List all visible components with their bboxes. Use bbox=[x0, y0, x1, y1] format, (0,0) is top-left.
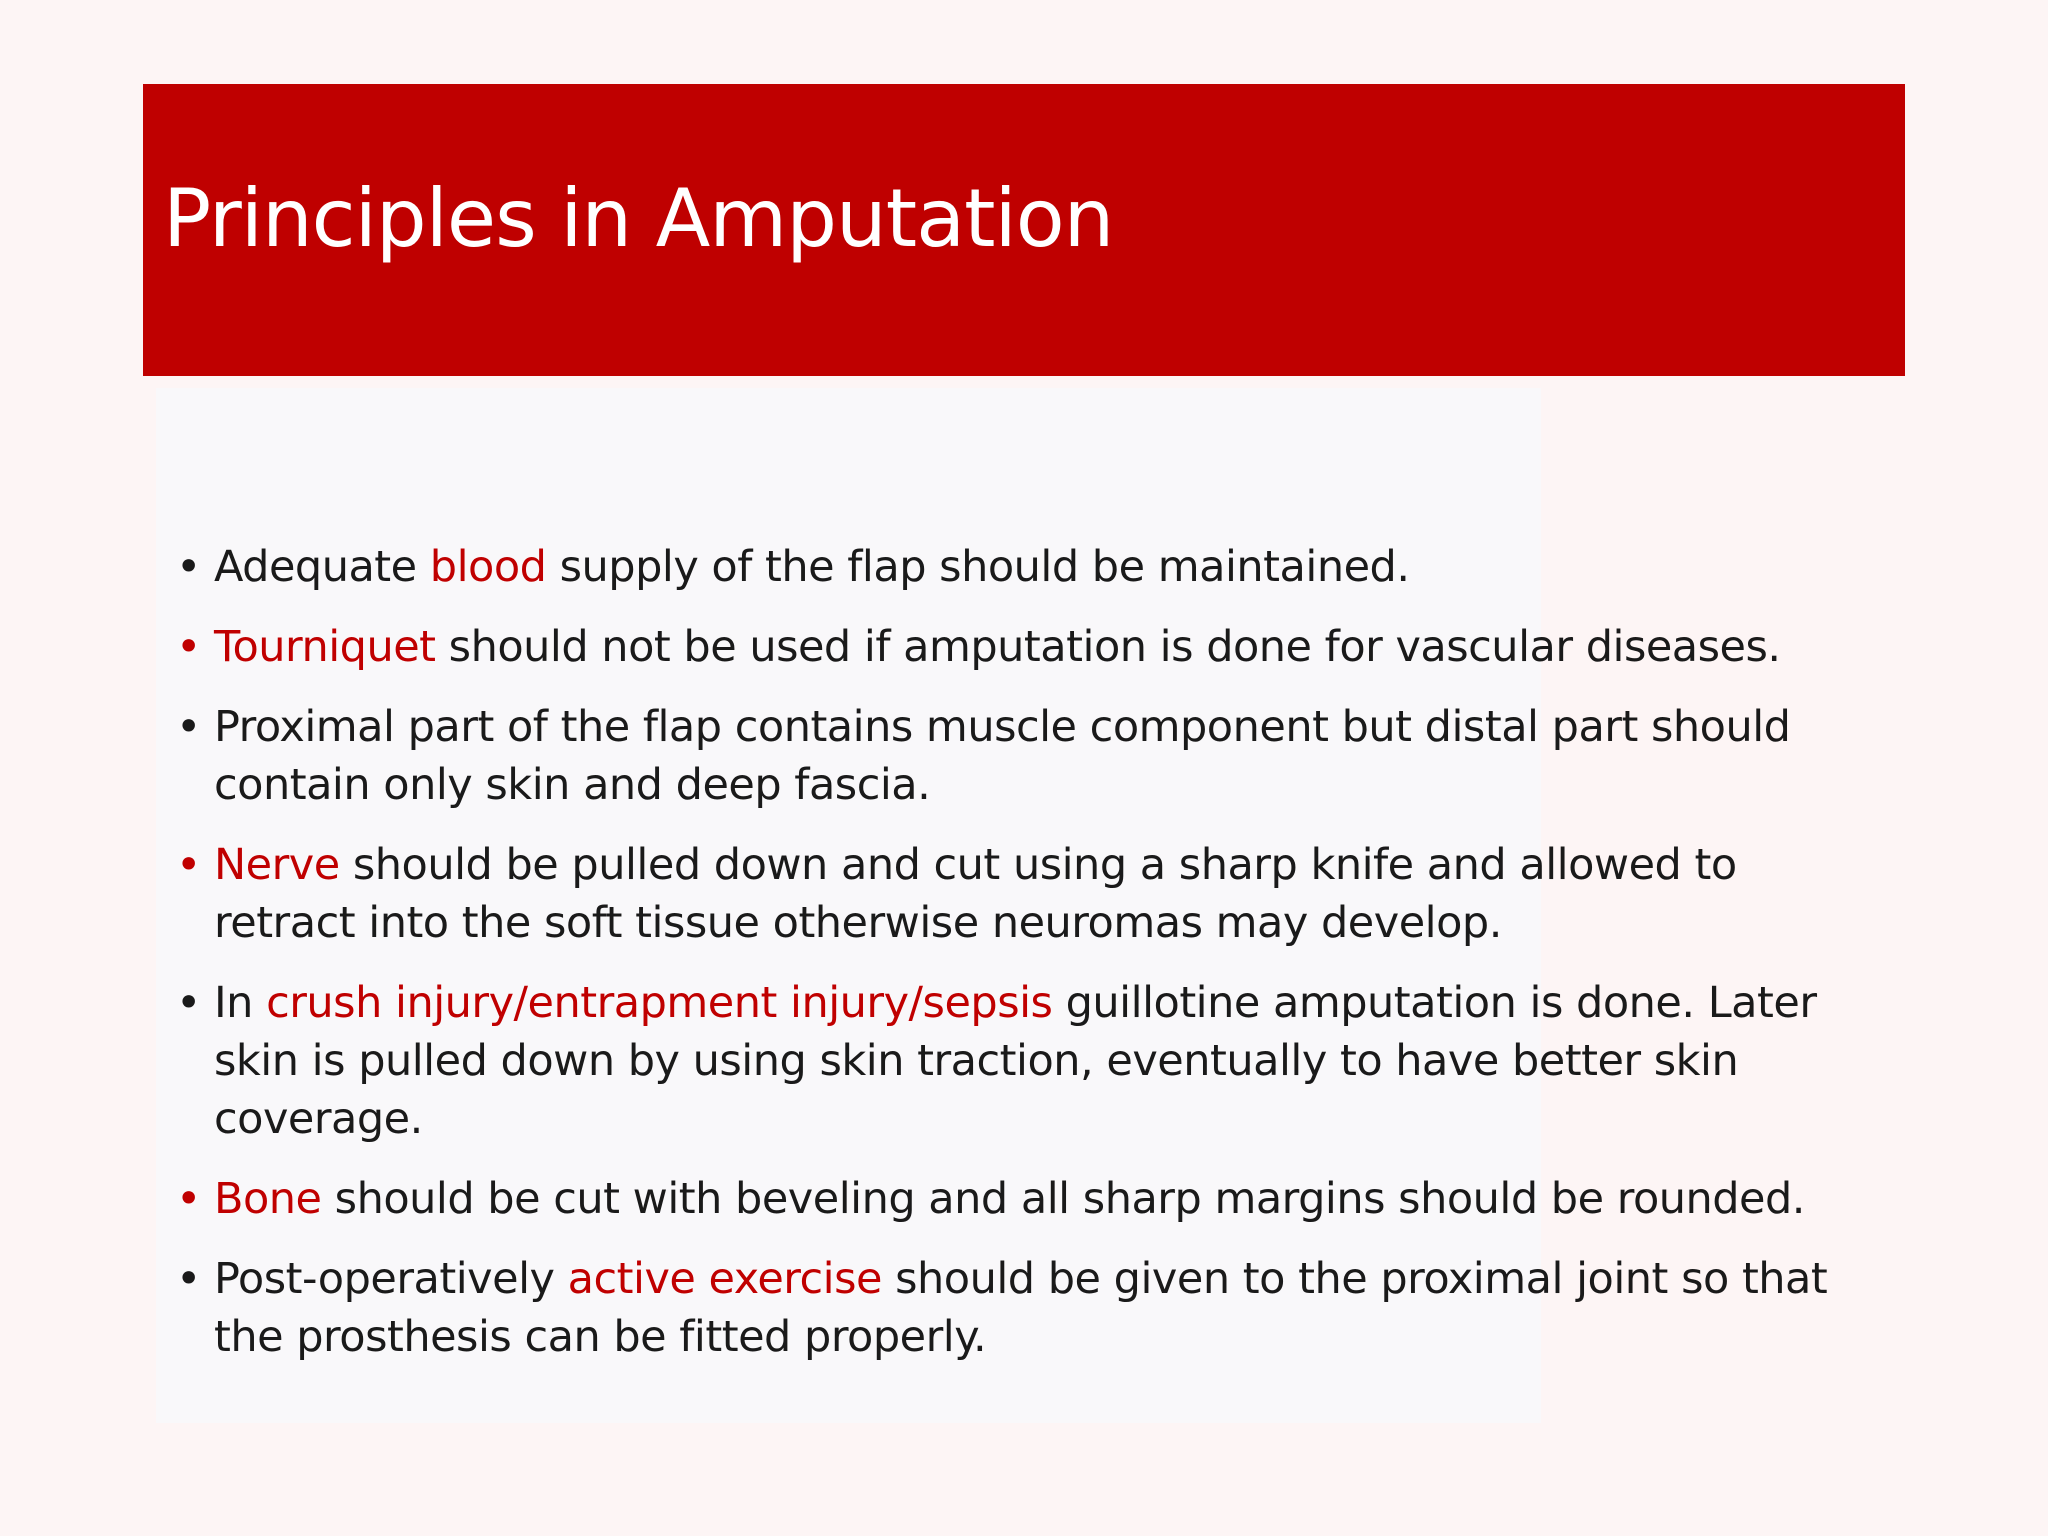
bullet-item bbox=[176, 538, 1876, 596]
title-bar bbox=[143, 84, 1905, 376]
bullet-marker: • bbox=[176, 622, 201, 672]
bullet-marker: • bbox=[176, 1254, 201, 1304]
bullet-item bbox=[176, 618, 1876, 676]
highlighted-term: Bone bbox=[214, 1174, 322, 1224]
bullet-list bbox=[176, 538, 1876, 1388]
highlighted-term: Tourniquet bbox=[214, 622, 436, 672]
highlighted-term: active exercise bbox=[567, 1254, 882, 1304]
bullet-text: guillotine amputation is done. Later skin is pulled down by using skin traction, eventually to have better skin coverage. bbox=[214, 978, 1817, 1144]
slide-title: Principles in Amputation bbox=[163, 172, 1114, 265]
bullet-marker: • bbox=[176, 702, 201, 752]
bullet-marker: • bbox=[176, 978, 201, 1028]
bullet-item bbox=[176, 974, 1876, 1148]
bullet-marker: • bbox=[176, 840, 201, 890]
bullet-item bbox=[176, 1250, 1876, 1366]
bullet-text: supply of the flap should be maintained. bbox=[546, 542, 1410, 592]
bullet-text: In bbox=[214, 978, 267, 1028]
bullet-text: should be given to the proximal joint so that the prosthesis can be fitted properly. bbox=[214, 1254, 1828, 1362]
bullet-item bbox=[176, 836, 1876, 952]
bullet-marker: • bbox=[176, 542, 201, 592]
bullet-text: should not be used if amputation is done for vascular diseases. bbox=[435, 622, 1781, 672]
bullet-text: Proximal part of the flap contains muscle component but distal part should contain only skin and deep fascia. bbox=[214, 702, 1791, 810]
highlighted-term: blood bbox=[429, 542, 547, 592]
bullet-text: Post-operatively bbox=[214, 1254, 568, 1304]
bullet-text: should be cut with beveling and all sharp margins should be rounded. bbox=[321, 1174, 1805, 1224]
bullet-text: should be pulled down and cut using a sharp knife and allowed to retract into the soft tissue otherwise neuromas may develop. bbox=[214, 840, 1737, 948]
bullet-text: Adequate bbox=[214, 542, 430, 592]
bullet-item bbox=[176, 1170, 1876, 1228]
bullet-item bbox=[176, 698, 1876, 814]
highlighted-term: crush injury/entrapment injury/sepsis bbox=[266, 978, 1053, 1028]
bullet-marker: • bbox=[176, 1174, 201, 1224]
highlighted-term: Nerve bbox=[214, 840, 340, 890]
